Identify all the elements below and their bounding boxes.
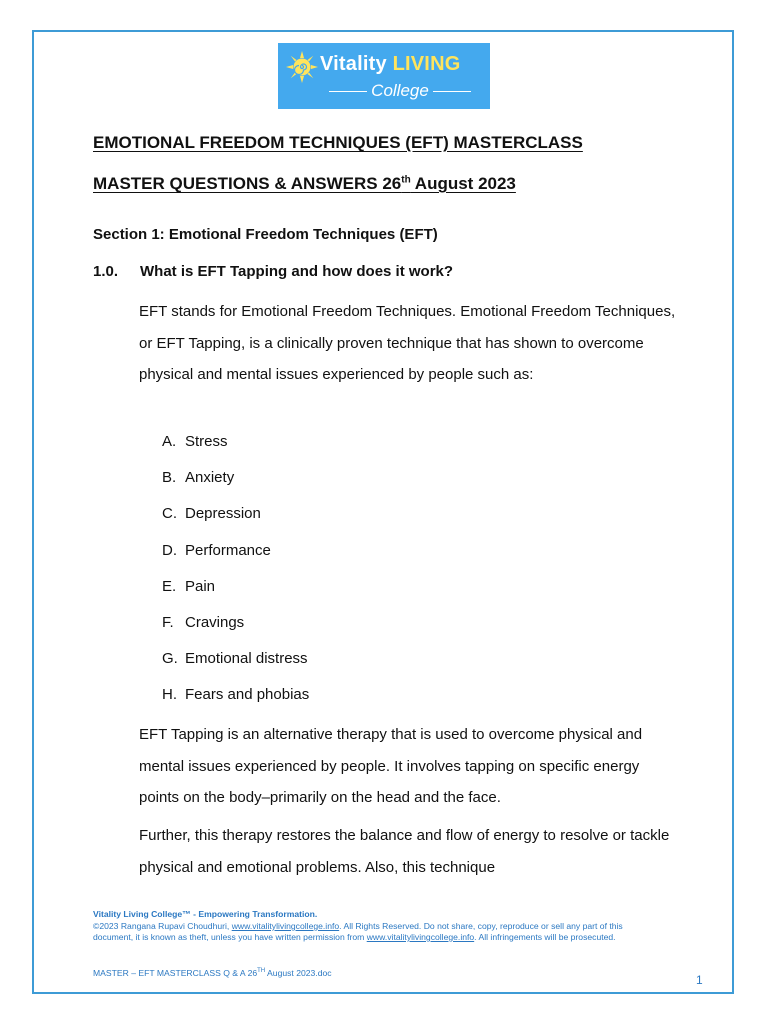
list-item-text: Emotional distress xyxy=(185,650,308,668)
website-link[interactable]: www.vitalitylivingcollege.info xyxy=(366,932,475,942)
list-item xyxy=(162,686,309,722)
list-item-text: Pain xyxy=(185,577,216,595)
doc-name-superscript: TH xyxy=(257,968,266,975)
sun-spiral-icon xyxy=(286,51,318,83)
footer-tagline: Vitality Living College™ - Empowering Transformation. xyxy=(93,909,318,919)
logo-subtitle xyxy=(320,81,480,103)
document-subtitle xyxy=(93,174,516,194)
list-item-text: Depression xyxy=(185,505,261,523)
body-paragraph-tapping: EFT Tapping is an alternative therapy that is used to overcome physical and mental issues experienced by people. It involves tapping on specific energy points on the body–primarily on the head and the face. xyxy=(139,726,643,806)
list-item xyxy=(162,505,309,541)
list-item xyxy=(162,614,309,650)
body-paragraph-further: Further, this therapy restores the balance and flow of energy to resolve or tackle physical and emotional problems. Also, this technique xyxy=(139,827,670,876)
list-item-letter: A. xyxy=(162,433,177,450)
list-item-letter: C. xyxy=(162,505,177,523)
question-number: 1.0. xyxy=(93,263,119,280)
copyright-text: . All infringements will be prosecuted. xyxy=(474,932,616,942)
list-item-letter: E. xyxy=(162,577,177,595)
list-item-text: Anxiety xyxy=(185,469,235,487)
list-item-letter: H. xyxy=(162,686,177,704)
vitality-living-college-logo xyxy=(278,43,490,109)
list-item xyxy=(162,650,309,686)
list-item xyxy=(162,469,309,505)
list-item-text: Performance xyxy=(185,541,271,559)
list-item xyxy=(162,578,309,614)
question-text: What is EFT Tapping and how does it work? xyxy=(140,263,454,280)
list-item-text: Stress xyxy=(185,433,228,450)
website-link[interactable]: www.vitalitylivingcollege.info xyxy=(231,921,340,931)
logo-rule-left xyxy=(329,91,367,93)
logo-brand-accent: LIVING xyxy=(392,53,461,75)
doc-name-date: August 2023.doc xyxy=(265,968,332,978)
document-title: EMOTIONAL FREEDOM TECHNIQUES (EFT) MASTERCLASS xyxy=(93,133,583,152)
logo-brand-text xyxy=(320,53,460,76)
logo-brand-main: Vitality xyxy=(320,53,387,75)
doc-name-main: MASTER – EFT MASTERCLASS Q & A 26 xyxy=(93,968,258,978)
intro-paragraph: EFT stands for Emotional Freedom Techniques. Emotional Freedom Techniques, or EFT Tapping, is a clinically proven technique that has shown to overcome physical and mental issues experienced by people such as: xyxy=(139,303,676,383)
list-item-text: Fears and phobias xyxy=(185,686,310,704)
footer-document-name xyxy=(93,968,332,978)
conditions-list xyxy=(162,433,309,723)
footer-copyright xyxy=(93,921,658,943)
logo-subtitle-text: College xyxy=(371,81,429,100)
copyright-text: . All Rights Reserved. Do not share, copy, reproduce or sell any part of this document, it is known as theft, unless you have written permission from xyxy=(93,921,623,942)
subtitle-superscript: th xyxy=(401,174,411,186)
list-item-letter: F. xyxy=(162,613,174,631)
page-number: 1 xyxy=(696,973,703,987)
list-item xyxy=(162,433,309,469)
logo-rule-right xyxy=(433,91,471,93)
section-heading: Section 1: Emotional Freedom Techniques (EFT) xyxy=(93,226,438,243)
copyright-text: ©2023 Rangana Rupavi Choudhuri, xyxy=(93,921,232,931)
list-item-letter: D. xyxy=(162,541,177,559)
subtitle-main: MASTER QUESTIONS & ANSWERS 26 xyxy=(93,174,402,193)
list-item-text: Cravings xyxy=(185,613,245,631)
subtitle-date: August 2023 xyxy=(410,174,516,193)
list-item-letter: B. xyxy=(162,469,177,487)
list-item-letter: G. xyxy=(162,650,178,668)
list-item xyxy=(162,542,309,578)
